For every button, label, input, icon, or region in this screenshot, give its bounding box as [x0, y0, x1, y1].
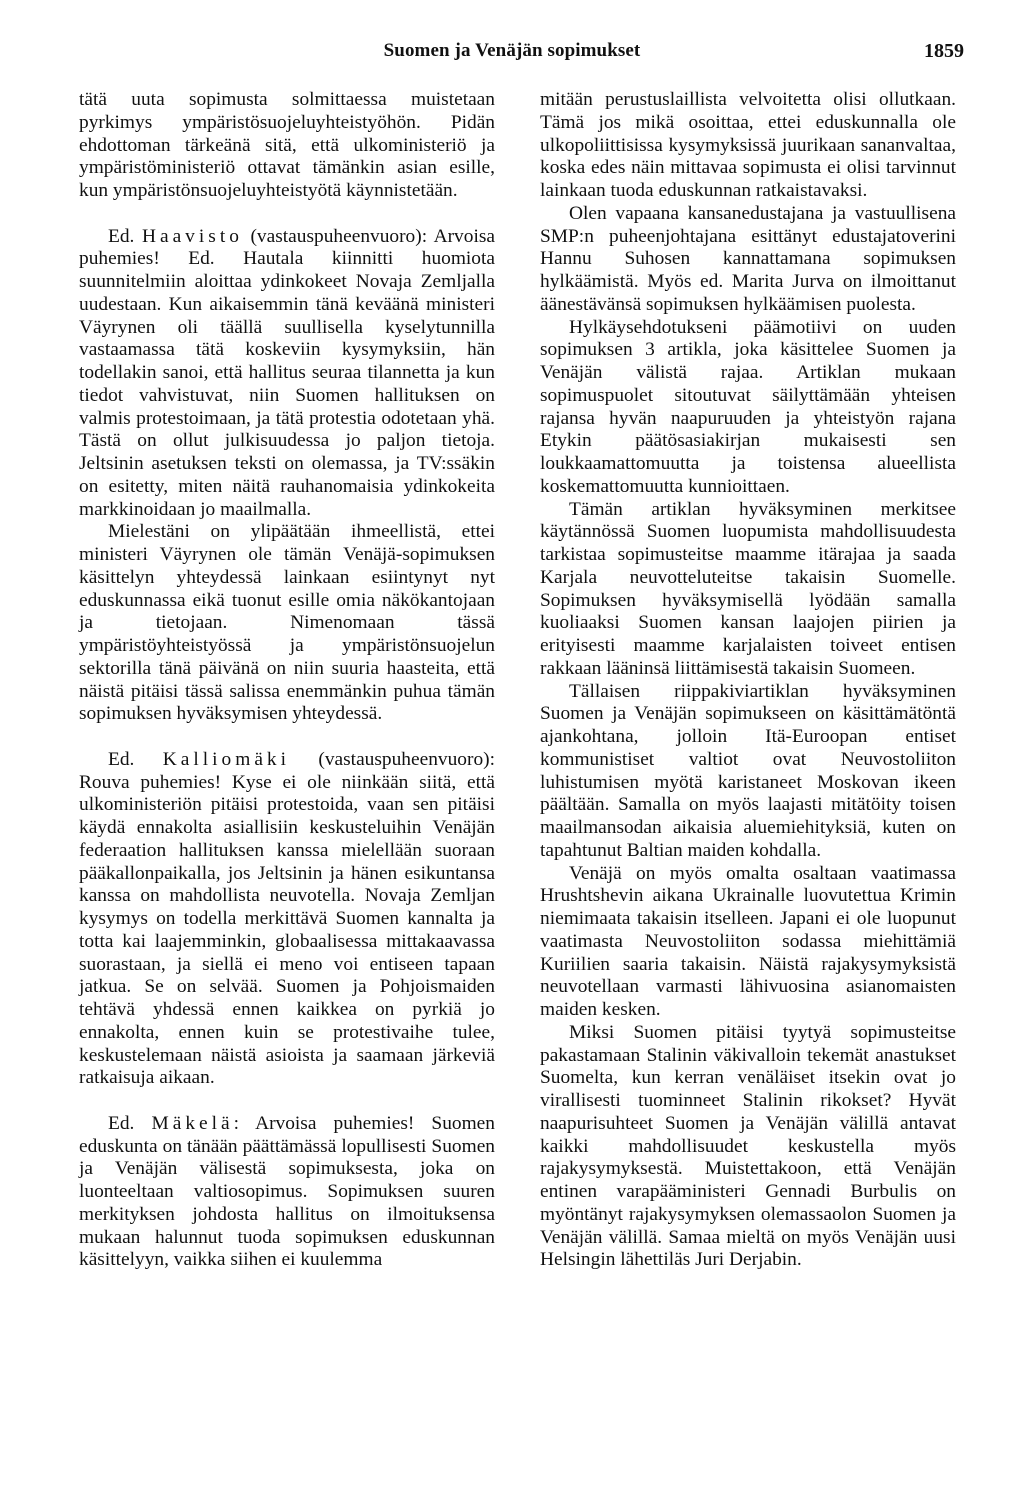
speech-haavisto: [79, 226, 495, 522]
paragraph: Olen vapaana kansanedustajana ja vastuullisena SMP:n puheenjohtajana esittänyt edustajatoverini Hannu Suhosen kannattamana sopimuksen hylkäämistä. Myös ed. Marita Jurva on ilmoittanut äänestävänsä sopimuksen hylkäämisen puolesta.: [540, 202, 956, 315]
page-header: [60, 40, 964, 70]
speech-makela: [79, 1113, 495, 1272]
speaker-prefix: Ed.: [108, 1112, 152, 1134]
speaker-name: Mäkelä: [151, 1112, 234, 1134]
speech-text: : Arvoisa puhemies! Suomen eduskunta on tänään päättämässä lopullisesti Suomen ja Venäjän välisestä sopimuksesta, joka on luonteeltaan valtiosopimus. Sopimuksen suuren merkityksen johdosta hallitus on ilmoituksensa mukaan halunnut tuoda sopimuksen eduskunnan käsittelyyn, vaikka siihen ei kuulemma: [79, 1112, 495, 1271]
paragraph: Miksi Suomen pitäisi tyytyä sopimusteitse pakastamaan Stalinin väkivalloin tekemät anastukset Suomelta, kun kerran venäläiset itsekin ovat jo virallisesti tuominneet Stalinin rikokset? Hyvät naapurisuhteet Suomen ja Venäjän välillä antavat kaikki mahdollisuudet keskustella myös rajakysymyksestä. Muistettakoon, että Venäjän entinen varapääministeri Gennadi Burbulis on myöntänyt rajakysymyksen olemassaolon Suomen ja Venäjän välillä. Samaa mieltä on myös Venäjän uusi Helsingin lähettiläs Juri Derjabin.: [540, 1021, 956, 1271]
speaker-prefix: Ed.: [108, 225, 142, 247]
paragraph: Mielestäni on ylipäätään ihmeellistä, ettei ministeri Väyrynen ole tämän Venäjä-sopimuksen käsittelyn yhteydessä lainkaan esiintynyt nyt eduskunnassa eikä tuonut esille omia näkökantojaan ja tietojaan. Nimenomaan tässä ympäristöyhteistyössä ja ympäristönsuojelun sektorilla tänä päivänä on niin suuria haasteita, että näistä pitäisi tässä salissa enemmänkin puhua tämän sopimuksen hyväksymisen yhteydessä.: [79, 521, 495, 725]
speech-text: (vastauspuheenvuoro): Arvoisa puhemies! Ed. Hautala kiinnitti huomiota suunnitelmiin aloittaa ydinkokeet Novaja Zemljalla uudestaan. Kun aikaisemmin tänä keväänä ministeri Väyrynen oli täällä suullisella kyselytunnilla vastaamassa tätä koskeviin kysymyksiin, hän todellakin sanoi, että hallitus seuraa tilannetta ja kun tiedot vahvistuvat, niin Suomen hallituksen on valmis protestoimaan, ja tätä protestia odotetaan yhä. Tästä on ollut julkisuudessa jo paljon tietoja. Jeltsinin asetuksen teksti on olemassa, ja TV:ssäkin on esitetty, miten näitä rauhanomaisia ydinkokeita markkinoidaan jo maailmalla.: [79, 225, 495, 520]
paragraph: Tämän artiklan hyväksyminen merkitsee käytännössä Suomen luopumista mahdollisuudesta tarkistaa sopimusteitse maamme itärajaa ja saada Karjala neuvotteluteitse takaisin Suomelle. Sopimuksen hyväksymisellä lyödään samalla kuoliaaksi Suomen kansan laajojen piirien ja erityisesti maamme karjalaisten toiveet entisen rakkaan lääninsä liittämisestä takaisin Suomeen.: [540, 498, 956, 679]
speech-kalliomaki: [79, 749, 495, 1090]
paragraph: mitään perustuslaillista velvoitetta olisi ollutkaan. Tämä jos mikä osoittaa, ettei eduskunnalla ole ulkopoliittisissa kysymyksissä juurikaan sananvaltaa, koska edes näin mittavaa sopimusta ei olisi tarvinnut lainkaan tuoda eduskunnan ratkaistavaksi.: [540, 89, 956, 201]
paragraph: Hylkäysehdotukseni päämotiivi on uuden sopimuksen 3 artikla, joka käsittelee Suomen ja Venäjän välistä rajaa. Artiklan mukaan sopimuspuolet sitoutuvat säilyttämään yhteisen rajansa hyvän naapuruuden ja yhteistyön rajana Etykin päätösasiakirjan mukaisesti sen loukkaamattomuutta ja toistensa alueellista koskemattomuutta kunnioittaen.: [540, 316, 956, 497]
speech-text: (vastauspuheenvuoro): Rouva puhemies! Kyse ei ole niinkään siitä, että ulkoministeriön pitäisi protestoida, vaan sen pitäisi käydä ennakolta asiallisiin keskusteluihin Venäjän federaation hallituksen kanssa mielellään suoraan pääkallonpaikalla, jos Jeltsinin ja hänen esikuntansa kanssa on mahdollista neuvotella. Novaja Zemljan kysymys on todella merkittävä Suomen kannalta ja totta kai laajemminkin, globaalisessa mittakaavassa suorastaan, ja siellä ei meno voi entiseen tapaan jatkua. Se on selvää. Suomen ja Pohjoismaiden tehtävä yhdessä ennen kaikkea on pyrkiä jo ennakolta, ennen kuin se protestivaihe tulee, keskustelemaan näistä asioista ja saamaan järkeviä ratkaisuja aikaan.: [79, 748, 495, 1089]
paragraph: Tällaisen riippakiviartiklan hyväksyminen Suomen ja Venäjän sopimukseen on käsittämätöntä ajankohtana, jolloin Itä-Euroopan entiset kommunistiset valtiot ovat Neuvostoliiton luhistumisen myötä karistaneet Moskovan ikeen päältään. Samalla on myös laajasti mitätöity toisen maailmansodan aikaisia aluemiehityksiä, kuten on tapahtunut Baltian maiden kohdalla.: [540, 680, 956, 861]
paragraph: Venäjä on myös omalta osaltaan vaatimassa Hrushtshevin aikana Ukrainalle luovutettua Krimin niemimaata takaisin itselleen. Japani ei ole luopunut vaatimasta Neuvostoliiton sodassa miehittämiä Kuriilien saaria takaisin. Näistä rajakysymyksistä neuvotellaan varmasti lähivuosina asianomaisten maiden kesken.: [540, 862, 956, 1020]
left-column: [79, 89, 495, 1272]
page-number: 1859: [924, 40, 964, 62]
paragraph: tätä uuta sopimusta solmittaessa muistetaan pyrkimys ympäristösuojeluyhteistyöhön. Pidän ehdottoman tärkeänä sitä, että ulkoministeriö ja ympäristöministeriö ottavat tämänkin asian esille, kun ympäristönsuojeluyhteistyötä käynnistetään.: [79, 89, 495, 201]
right-column: [540, 89, 956, 1272]
speaker-name: Haavisto: [141, 225, 243, 247]
speaker-name: Kalliomäki: [162, 748, 291, 770]
running-title: Suomen ja Venäjän sopimukset: [383, 40, 641, 61]
speaker-prefix: Ed.: [108, 748, 163, 770]
